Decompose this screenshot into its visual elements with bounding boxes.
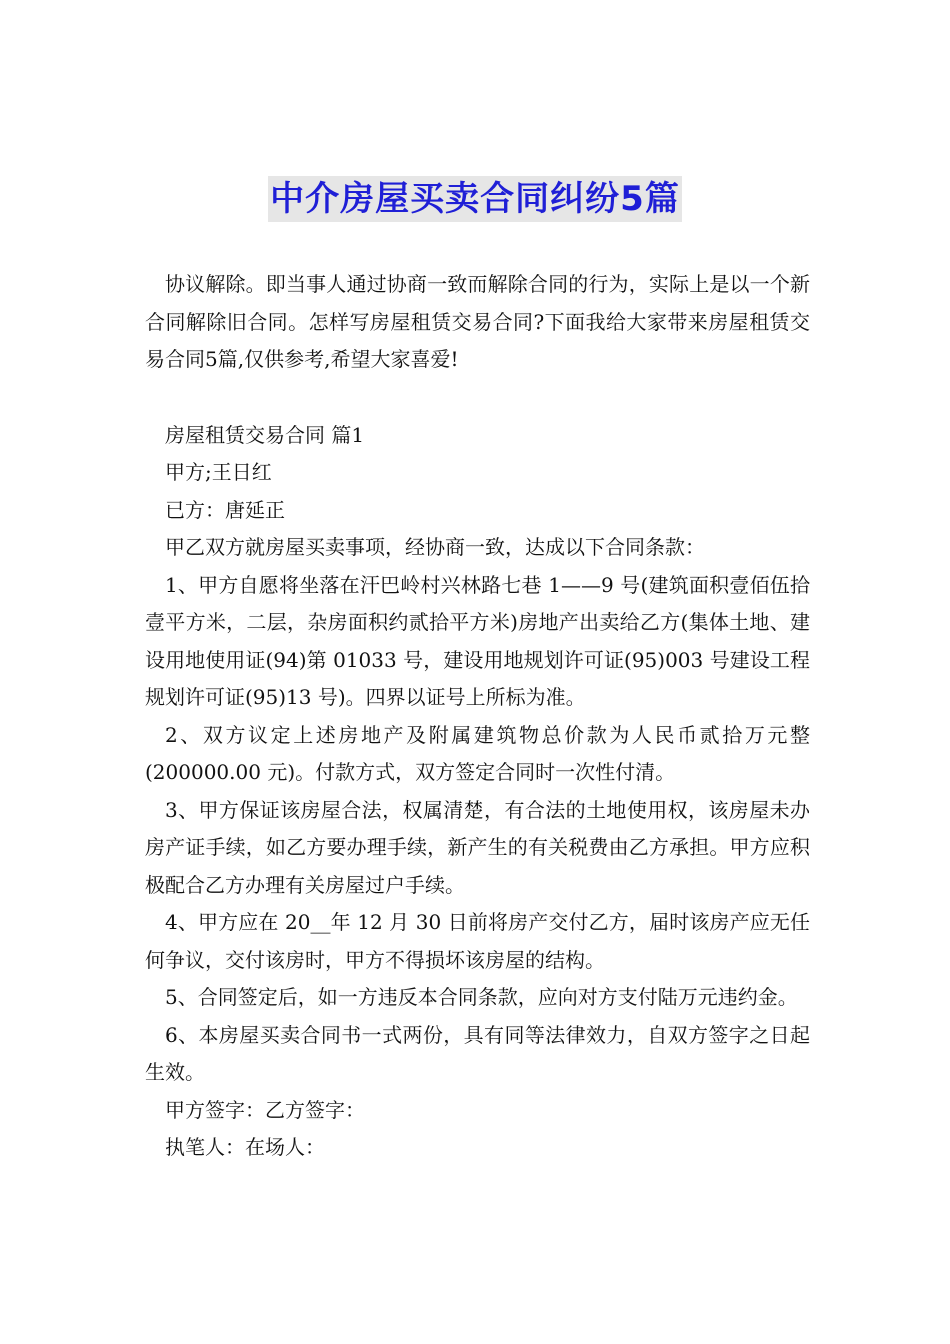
party-b-line: 已方：唐延正 [165,497,285,522]
clause-1: 1、甲方自愿将坐落在汗巴岭村兴林路七巷 1——9 号(建筑面积壹佰伍拾壹平方米，二层，杂房面积约贰拾平方米)房地产出卖给乙方(集体土地、建设用地使用证(94)第 01033 号，建设用地规划许可证(95)003 号建设工程规划许可证(95)13 号)。四界以证号上所标为准。 [145,572,810,709]
writer-witness-line: 执笔人：在场人： [165,1135,325,1159]
party-a-line: 甲方;王日红 [165,460,272,484]
agreement-preamble: 甲乙双方就房屋买卖事项，经协商一致，达成以下合同条款： [165,535,705,559]
clause-3: 3、甲方保证该房屋合法，权属清楚，有合法的土地使用权，该房屋未办房产证手续，如乙方要办理手续，新产生的有关税费由乙方承担。甲方应积极配合乙方办理有关房屋过户手续。 [145,797,810,897]
signature-line: 甲方签字：乙方签字： [165,1097,365,1122]
clause-2: 2、双方议定上述房地产及附属建筑物总价款为人民币贰拾万元整(200000.00 元)。付款方式，双方签定合同时一次性付清。 [145,722,810,784]
section-heading: 房屋租赁交易合同 篇1 [165,422,365,447]
paragraph-gap [145,379,810,417]
clause-6: 6、本房屋买卖合同书一式两份，具有同等法律效力，自双方签字之日起生效。 [145,1022,810,1084]
title-container [0,176,950,222]
clause-5: 5、合同签定后，如一方违反本合同条款，应向对方支付陆万元违约金。 [165,985,798,1009]
document-title: 中介房屋买卖合同纠纷5篇 [268,176,682,222]
document-body [145,266,810,1167]
clause-4: 4、甲方应在 20__年 12 月 30 日前将房产交付乙方，届时该房产应无任何争议，交付该房时，甲方不得损坏该房屋的结构。 [145,910,810,972]
intro-paragraph: 协议解除。即当事人通过协商一致而解除合同的行为，实际上是以一个新合同解除旧合同。怎样写房屋租赁交易合同?下面我给大家带来房屋租赁交易合同5篇,仅供参考,希望大家喜爱! [145,272,810,371]
